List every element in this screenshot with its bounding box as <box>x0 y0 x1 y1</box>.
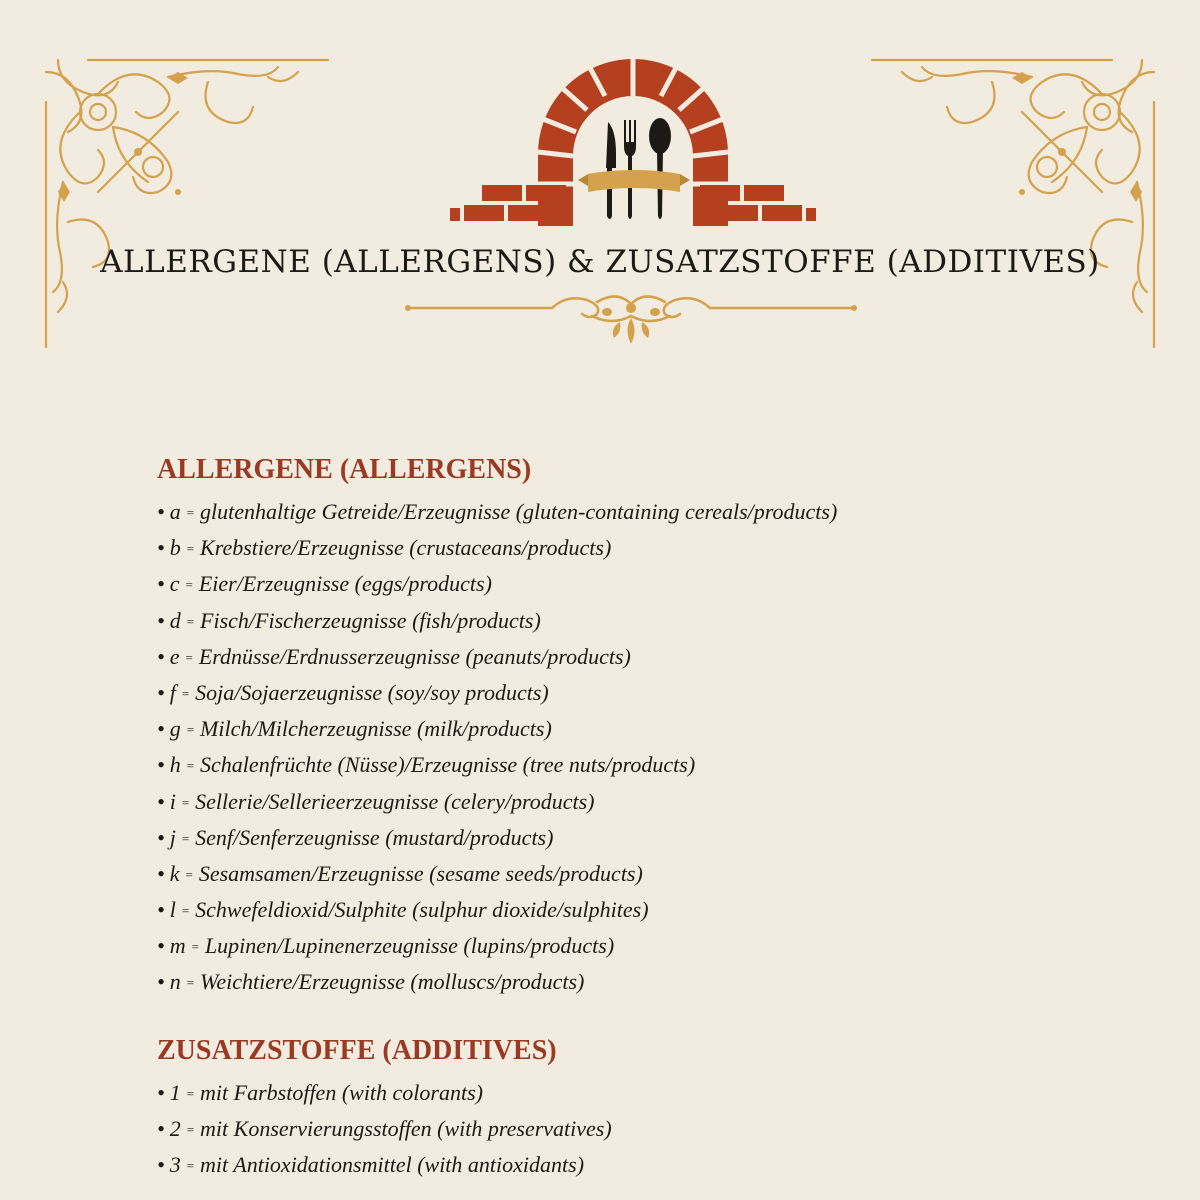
item-description: glutenhaltige Getreide/Erzeugnisse (gluten-containing cereals/products) <box>200 499 838 524</box>
bullet: • <box>157 679 165 705</box>
item-description: Soja/Sojaerzeugnisse (soy/soy products) <box>195 679 549 705</box>
list-item <box>157 675 1157 711</box>
equals-sign: = <box>186 722 195 738</box>
bullet: • <box>157 824 165 850</box>
bullet: • <box>157 1079 165 1105</box>
additives-heading: ZUSATZSTOFFE (ADDITIVES) <box>157 1034 557 1066</box>
list-item <box>157 639 1157 675</box>
item-code: 1 <box>169 1079 181 1105</box>
list-item <box>157 856 1157 892</box>
list-item <box>157 964 1157 1000</box>
item-description: mit Antioxidationsmittel (with antioxidants) <box>200 1152 585 1177</box>
equals-sign: = <box>186 975 195 991</box>
list-item <box>157 566 1157 602</box>
allergens-heading: ALLERGENE (ALLERGENS) <box>157 454 532 485</box>
equals-sign: = <box>185 866 193 882</box>
item-description: Schalenfrüchte (Nüsse)/Erzeugnisse (tree nuts/products) <box>200 752 696 778</box>
oven-cutlery-logo-icon <box>450 44 816 226</box>
bullet: • <box>157 897 165 923</box>
item-description: Sellerie/Sellerieerzeugnisse (celery/products) <box>195 788 595 814</box>
item-description: Senf/Senferzeugnisse (mustard/products) <box>195 824 554 850</box>
item-code: e <box>169 643 180 669</box>
list-item <box>157 494 1157 530</box>
item-description: Krebstiere/Erzeugnisse (crustaceans/products) <box>200 535 612 561</box>
item-code: c <box>169 571 180 597</box>
list-item <box>157 1111 1157 1147</box>
bullet: • <box>157 643 165 669</box>
item-code: f <box>169 679 176 705</box>
equals-sign: = <box>185 649 193 665</box>
bullet: • <box>157 788 165 814</box>
list-item <box>157 603 1157 639</box>
item-code: n <box>169 969 181 995</box>
bullet: • <box>157 860 165 886</box>
equals-sign: = <box>186 1158 195 1173</box>
additives-section <box>157 1033 1157 1184</box>
bullet: • <box>157 499 165 524</box>
equals-sign: = <box>181 794 190 810</box>
bullet: • <box>157 752 165 778</box>
item-description: Fisch/Fischerzeugnisse (fish/products) <box>200 607 541 633</box>
item-description: Eier/Erzeugnisse (eggs/products) <box>198 571 492 597</box>
equals-sign: = <box>186 1085 195 1101</box>
equals-sign: = <box>181 830 190 846</box>
equals-sign: = <box>181 685 190 701</box>
list-item <box>157 1075 1157 1111</box>
bullet: • <box>157 607 165 633</box>
allergens-list <box>157 494 1157 1001</box>
item-code: g <box>169 716 181 742</box>
equals-sign: = <box>186 1121 195 1137</box>
bullet: • <box>157 716 165 742</box>
bullet: • <box>157 571 165 597</box>
bullet: • <box>157 969 165 995</box>
additives-list <box>157 1075 1157 1184</box>
equals-sign: = <box>185 577 193 593</box>
list-item <box>157 784 1157 820</box>
list-item <box>157 928 1157 964</box>
item-code: d <box>169 607 181 633</box>
item-description: Milch/Milcherzeugnisse (milk/products) <box>200 716 552 742</box>
item-code: i <box>169 788 176 814</box>
item-code: m <box>169 933 186 959</box>
item-description: Schwefeldioxid/Sulphite (sulphur dioxide/sulphites) <box>195 897 649 923</box>
bullet: • <box>157 933 165 959</box>
equals-sign: = <box>191 939 199 955</box>
item-code: k <box>169 860 180 886</box>
item-description: Lupinen/Lupinenerzeugnisse (lupins/products) <box>204 933 615 959</box>
list-item <box>157 530 1157 566</box>
bullet: • <box>157 535 165 561</box>
item-code: b <box>169 535 181 561</box>
list-item <box>157 711 1157 747</box>
item-code: j <box>169 824 176 850</box>
corner-flourish-left-icon <box>38 52 338 352</box>
item-code: h <box>169 752 181 778</box>
equals-sign: = <box>186 505 195 520</box>
equals-sign: = <box>186 758 195 774</box>
item-description: Sesamsamen/Erzeugnisse (sesame seeds/products) <box>198 860 643 886</box>
equals-sign: = <box>186 541 195 557</box>
equals-sign: = <box>181 903 190 919</box>
item-code: l <box>169 897 176 923</box>
legend-content <box>157 452 1157 1183</box>
bullet: • <box>157 1152 165 1177</box>
item-code: 2 <box>169 1115 181 1141</box>
list-item <box>157 892 1157 928</box>
list-item <box>157 1147 1157 1183</box>
item-description: mit Konservierungsstoffen (with preservatives) <box>200 1115 612 1141</box>
allergens-section <box>157 452 1157 1001</box>
item-description: Weichtiere/Erzeugnisse (molluscs/products) <box>200 969 585 995</box>
item-code: a <box>169 499 181 524</box>
page-title: ALLERGENE (ALLERGENS) & ZUSATZSTOFFE (ADDITIVES) <box>100 244 1100 280</box>
list-item <box>157 747 1157 783</box>
item-code: 3 <box>169 1152 181 1177</box>
item-description: Erdnüsse/Erdnusserzeugnisse (peanuts/products) <box>198 643 631 669</box>
scroll-divider-icon <box>402 290 860 350</box>
equals-sign: = <box>186 613 195 629</box>
bullet: • <box>157 1115 165 1141</box>
corner-flourish-right-icon <box>862 52 1162 352</box>
list-item <box>157 820 1157 856</box>
item-description: mit Farbstoffen (with colorants) <box>200 1079 483 1105</box>
